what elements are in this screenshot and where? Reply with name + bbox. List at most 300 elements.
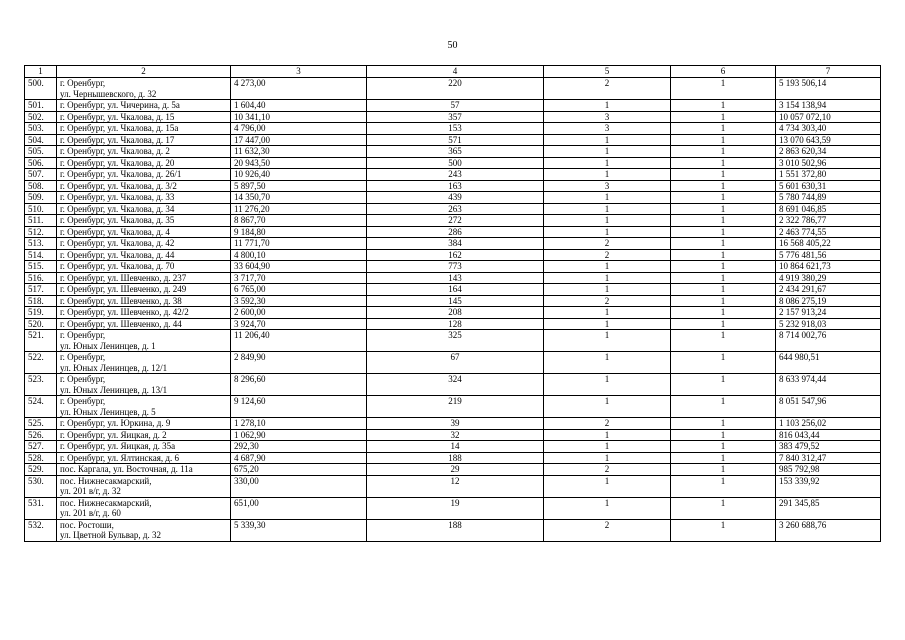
address-cell — [57, 238, 231, 250]
col6-cell: 1 — [671, 318, 776, 330]
column-header: 1 — [25, 66, 57, 78]
area-cell: 1 062,90 — [231, 429, 367, 441]
amount-cell: 13 070 643,59 — [776, 134, 881, 146]
col5-cell: 1 — [544, 330, 671, 352]
col6-cell: 1 — [671, 441, 776, 453]
row-number-cell: 521. — [25, 330, 57, 352]
address-cell — [57, 519, 231, 541]
col5-cell: 1 — [544, 169, 671, 181]
count-cell: 12 — [367, 475, 544, 497]
row-number-cell: 519. — [25, 307, 57, 319]
register-table — [24, 65, 881, 542]
col6-cell: 1 — [671, 272, 776, 284]
amount-cell: 2 863 620,34 — [776, 146, 881, 158]
address-cell — [57, 226, 231, 238]
area-cell: 651,00 — [231, 497, 367, 519]
count-cell: 164 — [367, 284, 544, 296]
area-cell: 4 687,90 — [231, 452, 367, 464]
count-cell: 145 — [367, 295, 544, 307]
amount-cell: 153 339,92 — [776, 475, 881, 497]
area-cell: 6 765,00 — [231, 284, 367, 296]
col6-cell: 1 — [671, 352, 776, 374]
amount-cell: 7 840 312,47 — [776, 452, 881, 464]
area-cell: 1 604,40 — [231, 100, 367, 112]
col6-cell: 1 — [671, 238, 776, 250]
row-number-cell: 523. — [25, 374, 57, 396]
count-cell: 365 — [367, 146, 544, 158]
amount-cell: 8 086 275,19 — [776, 295, 881, 307]
table-row — [25, 215, 881, 227]
address-cell — [57, 352, 231, 374]
count-cell: 325 — [367, 330, 544, 352]
amount-cell: 16 568 405,22 — [776, 238, 881, 250]
area-cell: 11 206,40 — [231, 330, 367, 352]
col6-cell: 1 — [671, 180, 776, 192]
col5-cell: 1 — [544, 134, 671, 146]
amount-cell: 5 232 918,03 — [776, 318, 881, 330]
amount-cell: 644 980,51 — [776, 352, 881, 374]
col5-cell: 2 — [544, 418, 671, 430]
address-cell — [57, 429, 231, 441]
amount-cell: 985 792,98 — [776, 464, 881, 476]
address-line: г. Оренбург, ул. Чкалова, д. 4 — [60, 226, 170, 237]
col6-cell: 1 — [671, 418, 776, 430]
col5-cell: 1 — [544, 272, 671, 284]
area-cell: 9 124,60 — [231, 396, 367, 418]
amount-cell: 2 434 291,67 — [776, 284, 881, 296]
area-cell: 11 771,70 — [231, 238, 367, 250]
count-cell: 263 — [367, 203, 544, 215]
row-number-cell: 528. — [25, 452, 57, 464]
address-cell — [57, 169, 231, 181]
address-line: г. Оренбург, ул. Чичерина, д. 5а — [60, 100, 180, 110]
row-number-cell: 505. — [25, 146, 57, 158]
col5-cell: 1 — [544, 284, 671, 296]
table-row — [25, 134, 881, 146]
count-cell: 163 — [367, 180, 544, 192]
area-cell: 3 717,70 — [231, 272, 367, 284]
row-number-cell: 504. — [25, 134, 57, 146]
amount-cell: 5 193 506,14 — [776, 78, 881, 100]
amount-cell: 3 260 688,76 — [776, 519, 881, 541]
col6-cell: 1 — [671, 146, 776, 158]
table-row — [25, 441, 881, 453]
amount-cell: 1 551 372,80 — [776, 169, 881, 181]
table-row — [25, 123, 881, 135]
area-cell: 4 273,00 — [231, 78, 367, 100]
area-cell: 292,30 — [231, 441, 367, 453]
address-line: г. Оренбург, ул. Яицкая, д. 35а — [60, 441, 176, 451]
count-cell: 19 — [367, 497, 544, 519]
address-cell — [57, 318, 231, 330]
address-cell — [57, 418, 231, 430]
table-row — [25, 169, 881, 181]
amount-cell: 10 057 072,10 — [776, 111, 881, 123]
row-number-cell: 508. — [25, 180, 57, 192]
address-cell — [57, 272, 231, 284]
col5-cell: 2 — [544, 249, 671, 261]
count-cell: 272 — [367, 215, 544, 227]
area-cell: 11 632,30 — [231, 146, 367, 158]
count-cell: 29 — [367, 464, 544, 476]
table-row — [25, 203, 881, 215]
table-row — [25, 146, 881, 158]
count-cell: 243 — [367, 169, 544, 181]
address-line: пос. Каргала, ул. Восточная, д. 11а — [60, 464, 193, 474]
area-cell: 17 447,00 — [231, 134, 367, 146]
count-cell: 67 — [367, 352, 544, 374]
address-line: ул. Чернышевского, д. 32 — [60, 88, 157, 99]
area-cell: 3 592,30 — [231, 295, 367, 307]
address-line: г. Оренбург, ул. Юркина, д. 9 — [60, 418, 171, 428]
address-line: ул. Юных Ленинцев, д. 12/1 — [60, 362, 168, 373]
count-cell: 128 — [367, 318, 544, 330]
area-cell: 2 600,00 — [231, 307, 367, 319]
col6-cell: 1 — [671, 284, 776, 296]
count-cell: 57 — [367, 100, 544, 112]
address-cell — [57, 330, 231, 352]
address-line: г. Оренбург, ул. Чкалова, д. 26/1 — [60, 169, 182, 179]
count-cell: 357 — [367, 111, 544, 123]
address-line: г. Оренбург, ул. Шевченко, д. 249 — [60, 284, 187, 294]
col5-cell: 1 — [544, 203, 671, 215]
amount-cell: 10 864 621,73 — [776, 261, 881, 273]
address-line: г. Оренбург, ул. Чкалова, д. 2 — [60, 146, 170, 156]
col6-cell: 1 — [671, 192, 776, 204]
row-number-cell: 524. — [25, 396, 57, 418]
count-cell: 162 — [367, 249, 544, 261]
amount-cell: 5 776 481,56 — [776, 249, 881, 261]
amount-cell: 1 103 256,02 — [776, 418, 881, 430]
amount-cell: 8 714 002,76 — [776, 330, 881, 352]
table-row — [25, 452, 881, 464]
count-cell: 500 — [367, 157, 544, 169]
row-number-cell: 513. — [25, 238, 57, 250]
area-cell: 8 296,60 — [231, 374, 367, 396]
table-row — [25, 226, 881, 238]
address-cell — [57, 475, 231, 497]
row-number-cell: 532. — [25, 519, 57, 541]
address-line: ул. Цветной Бульвар, д. 32 — [60, 530, 161, 540]
address-line: г. Оренбург, ул. Шевченко, д. 237 — [60, 272, 187, 283]
table-row — [25, 475, 881, 497]
count-cell: 571 — [367, 134, 544, 146]
table-row — [25, 396, 881, 418]
count-cell: 14 — [367, 441, 544, 453]
table-row — [25, 497, 881, 519]
col6-cell: 1 — [671, 374, 776, 396]
row-number-cell: 525. — [25, 418, 57, 430]
area-cell: 5 339,30 — [231, 519, 367, 541]
amount-cell: 8 633 974,44 — [776, 374, 881, 396]
count-cell: 286 — [367, 226, 544, 238]
address-cell — [57, 441, 231, 453]
col6-cell: 1 — [671, 519, 776, 541]
column-header: 6 — [671, 66, 776, 78]
table-row — [25, 284, 881, 296]
table-row — [25, 519, 881, 541]
row-number-cell: 531. — [25, 497, 57, 519]
col5-cell: 3 — [544, 180, 671, 192]
col5-cell: 2 — [544, 78, 671, 100]
row-number-cell: 510. — [25, 203, 57, 215]
col5-cell: 2 — [544, 519, 671, 541]
col6-cell: 1 — [671, 169, 776, 181]
col6-cell: 1 — [671, 452, 776, 464]
col5-cell: 1 — [544, 396, 671, 418]
amount-cell: 383 479,52 — [776, 441, 881, 453]
col5-cell: 1 — [544, 374, 671, 396]
amount-cell: 2 322 786,77 — [776, 215, 881, 227]
row-number-cell: 500. — [25, 78, 57, 100]
address-line: г. Оренбург, ул. Чкалова, д. 20 — [60, 157, 175, 168]
address-line: г. Оренбург, ул. Чкалова, д. 33 — [60, 192, 175, 202]
col5-cell: 1 — [544, 352, 671, 374]
col5-cell: 1 — [544, 157, 671, 169]
address-cell — [57, 452, 231, 464]
col5-cell: 1 — [544, 146, 671, 158]
table-row — [25, 78, 881, 100]
col6-cell: 1 — [671, 497, 776, 519]
address-line: ул. 201 в/г, д. 32 — [60, 486, 121, 496]
amount-cell: 816 043,44 — [776, 429, 881, 441]
address-line: г. Оренбург, ул. Ялтинская, д. 6 — [60, 452, 179, 463]
count-cell: 208 — [367, 307, 544, 319]
col6-cell: 1 — [671, 226, 776, 238]
address-line: г. Оренбург, ул. Чкалова, д. 70 — [60, 261, 175, 271]
row-number-cell: 501. — [25, 100, 57, 112]
col5-cell: 2 — [544, 295, 671, 307]
address-cell — [57, 307, 231, 319]
address-cell — [57, 203, 231, 215]
address-line: г. Оренбург, ул. Чкалова, д. 17 — [60, 134, 175, 145]
col5-cell: 1 — [544, 318, 671, 330]
row-number-cell: 512. — [25, 226, 57, 238]
address-line: г. Оренбург, ул. Чкалова, д. 34 — [60, 203, 175, 214]
col5-cell: 1 — [544, 452, 671, 464]
address-cell — [57, 180, 231, 192]
col5-cell: 1 — [544, 261, 671, 273]
address-line: г. Оренбург, ул. Шевченко, д. 42/2 — [60, 307, 189, 317]
amount-cell: 4 919 380,29 — [776, 272, 881, 284]
address-cell — [57, 249, 231, 261]
area-cell: 11 276,20 — [231, 203, 367, 215]
address-cell — [57, 123, 231, 135]
table-row — [25, 157, 881, 169]
area-cell: 1 278,10 — [231, 418, 367, 430]
area-cell: 675,20 — [231, 464, 367, 476]
table-row — [25, 192, 881, 204]
column-header: 4 — [367, 66, 544, 78]
row-number-cell: 518. — [25, 295, 57, 307]
row-number-cell: 515. — [25, 261, 57, 273]
amount-cell: 8 051 547,96 — [776, 396, 881, 418]
address-cell — [57, 396, 231, 418]
table-row — [25, 111, 881, 123]
table-row — [25, 272, 881, 284]
row-number-cell: 514. — [25, 249, 57, 261]
row-number-cell: 526. — [25, 429, 57, 441]
column-header: 7 — [776, 66, 881, 78]
col5-cell: 2 — [544, 464, 671, 476]
area-cell: 3 924,70 — [231, 318, 367, 330]
count-cell: 153 — [367, 123, 544, 135]
address-cell — [57, 261, 231, 273]
amount-cell: 5 780 744,89 — [776, 192, 881, 204]
table-row — [25, 295, 881, 307]
col5-cell: 1 — [544, 497, 671, 519]
row-number-cell: 507. — [25, 169, 57, 181]
table-row — [25, 261, 881, 273]
col6-cell: 1 — [671, 100, 776, 112]
col6-cell: 1 — [671, 295, 776, 307]
table-row — [25, 249, 881, 261]
count-cell: 219 — [367, 396, 544, 418]
col5-cell: 1 — [544, 307, 671, 319]
col6-cell: 1 — [671, 134, 776, 146]
address-cell — [57, 497, 231, 519]
row-number-cell: 529. — [25, 464, 57, 476]
count-cell: 220 — [367, 78, 544, 100]
row-number-cell: 502. — [25, 111, 57, 123]
row-number-cell: 511. — [25, 215, 57, 227]
col5-cell: 3 — [544, 123, 671, 135]
table-row — [25, 464, 881, 476]
row-number-cell: 522. — [25, 352, 57, 374]
address-cell — [57, 100, 231, 112]
count-cell: 324 — [367, 374, 544, 396]
table-row — [25, 374, 881, 396]
address-line: г. Оренбург, ул. Чкалова, д. 42 — [60, 238, 175, 248]
area-cell: 4 796,00 — [231, 123, 367, 135]
area-cell: 9 184,80 — [231, 226, 367, 238]
column-header: 3 — [231, 66, 367, 78]
col5-cell: 1 — [544, 429, 671, 441]
row-number-cell: 530. — [25, 475, 57, 497]
count-cell: 188 — [367, 519, 544, 541]
address-line: пос. Нижнесакмарский, — [60, 497, 152, 508]
address-cell — [57, 284, 231, 296]
count-cell: 773 — [367, 261, 544, 273]
table-row — [25, 307, 881, 319]
address-line: г. Оренбург, ул. Шевченко, д. 44 — [60, 318, 182, 329]
amount-cell: 3 010 502,96 — [776, 157, 881, 169]
address-line: г. Оренбург, — [60, 352, 106, 362]
address-line: г. Оренбург, — [60, 330, 106, 340]
area-cell: 10 926,40 — [231, 169, 367, 181]
col6-cell: 1 — [671, 261, 776, 273]
col5-cell: 1 — [544, 192, 671, 204]
amount-cell: 8 691 046,85 — [776, 203, 881, 215]
col5-cell: 1 — [544, 215, 671, 227]
amount-cell: 4 734 303,40 — [776, 123, 881, 135]
col6-cell: 1 — [671, 249, 776, 261]
area-cell: 14 350,70 — [231, 192, 367, 204]
col6-cell: 1 — [671, 78, 776, 100]
count-cell: 143 — [367, 272, 544, 284]
col5-cell: 1 — [544, 100, 671, 112]
count-cell: 384 — [367, 238, 544, 250]
row-number-cell: 517. — [25, 284, 57, 296]
table-row — [25, 429, 881, 441]
address-line: г. Оренбург, ул. Чкалова, д. 15 — [60, 111, 175, 122]
column-header: 5 — [544, 66, 671, 78]
area-cell: 33 604,90 — [231, 261, 367, 273]
address-cell — [57, 134, 231, 146]
count-cell: 39 — [367, 418, 544, 430]
col6-cell: 1 — [671, 429, 776, 441]
area-cell: 20 943,50 — [231, 157, 367, 169]
address-cell — [57, 192, 231, 204]
address-cell — [57, 146, 231, 158]
address-line: г. Оренбург, ул. Шевченко, д. 38 — [60, 295, 182, 306]
address-line: г. Оренбург, ул. Чкалова, д. 44 — [60, 249, 175, 260]
row-number-cell: 527. — [25, 441, 57, 453]
amount-cell: 291 345,85 — [776, 497, 881, 519]
col6-cell: 1 — [671, 111, 776, 123]
table-row — [25, 180, 881, 192]
address-line: г. Оренбург, — [60, 78, 106, 88]
col6-cell: 1 — [671, 157, 776, 169]
amount-cell: 2 157 913,24 — [776, 307, 881, 319]
address-line: г. Оренбург, — [60, 374, 106, 384]
address-line: г. Оренбург, ул. Яицкая, д. 2 — [60, 429, 167, 440]
area-cell: 5 897,50 — [231, 180, 367, 192]
amount-cell: 5 601 630,31 — [776, 180, 881, 192]
column-number-row — [25, 66, 881, 78]
area-cell: 8 867,70 — [231, 215, 367, 227]
address-line: ул. 201 в/г, д. 60 — [60, 508, 121, 518]
table-row — [25, 330, 881, 352]
row-number-cell: 516. — [25, 272, 57, 284]
col6-cell: 1 — [671, 123, 776, 135]
count-cell: 439 — [367, 192, 544, 204]
table-row — [25, 318, 881, 330]
area-cell: 4 800,10 — [231, 249, 367, 261]
address-line: ул. Юных Ленинцев, д. 13/1 — [60, 384, 168, 395]
count-cell: 188 — [367, 452, 544, 464]
row-number-cell: 520. — [25, 318, 57, 330]
amount-cell: 2 463 774,55 — [776, 226, 881, 238]
col6-cell: 1 — [671, 215, 776, 227]
address-line: ул. Юных Ленинцев, д. 5 — [60, 406, 156, 417]
area-cell: 2 849,90 — [231, 352, 367, 374]
address-line: г. Оренбург, ул. Чкалова, д. 35 — [60, 215, 175, 225]
row-number-cell: 509. — [25, 192, 57, 204]
row-number-cell: 503. — [25, 123, 57, 135]
table-row — [25, 418, 881, 430]
page-number: 50 — [447, 40, 458, 51]
address-cell — [57, 295, 231, 307]
col6-cell: 1 — [671, 330, 776, 352]
column-header: 2 — [57, 66, 231, 78]
address-line: ул. Юных Ленинцев, д. 1 — [60, 340, 156, 351]
address-cell — [57, 111, 231, 123]
col6-cell: 1 — [671, 396, 776, 418]
address-cell — [57, 215, 231, 227]
col5-cell: 3 — [544, 111, 671, 123]
table-row — [25, 100, 881, 112]
table-row — [25, 352, 881, 374]
address-cell — [57, 157, 231, 169]
address-line: пос. Нижнесакмарский, — [60, 475, 152, 486]
col5-cell: 2 — [544, 238, 671, 250]
col6-cell: 1 — [671, 475, 776, 497]
col6-cell: 1 — [671, 307, 776, 319]
amount-cell: 3 154 138,94 — [776, 100, 881, 112]
col5-cell: 1 — [544, 226, 671, 238]
address-line: г. Оренбург, — [60, 396, 106, 406]
